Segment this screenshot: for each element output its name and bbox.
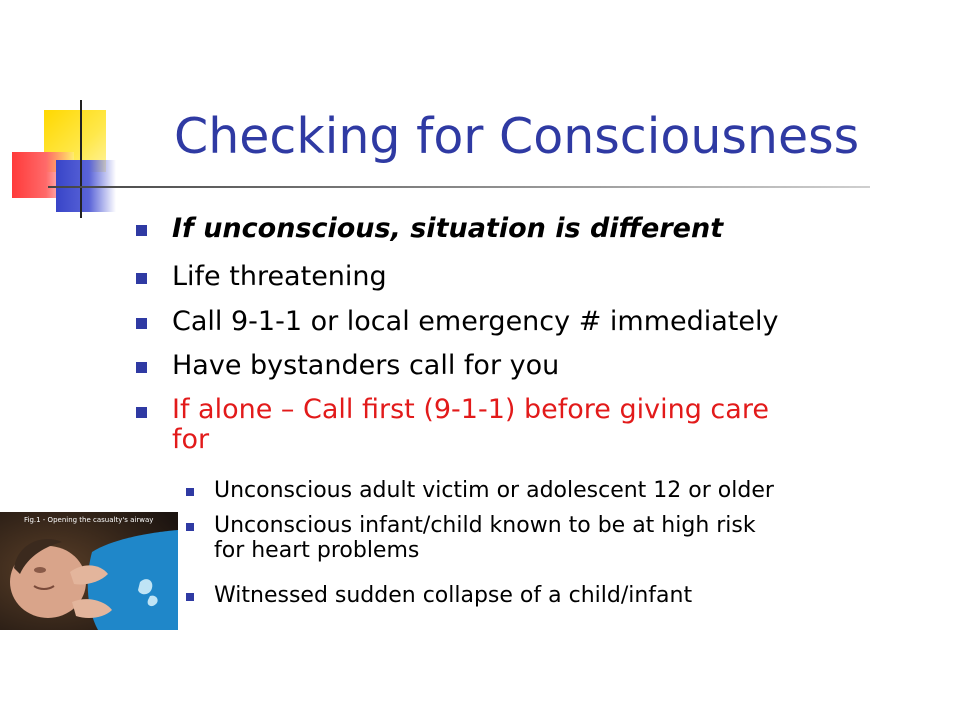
bullet-item: [172, 306, 779, 337]
airway-photo: [0, 512, 178, 630]
photo-caption: Fig.1 - Opening the casualty's airway: [24, 516, 154, 524]
bullet-text-line1: If alone – Call first (9-1-1) before giving care: [172, 394, 769, 425]
bullet-marker: [136, 273, 147, 284]
bullet-text: Have bystanders call for you: [172, 350, 560, 381]
bullet-text: Unconscious adult victim or adolescent 12 or older: [214, 478, 774, 503]
bullet-item: [172, 261, 387, 292]
bullet-text-line1: Unconscious infant/child known to be at high risk: [214, 513, 756, 538]
bullet-text-line2: for: [172, 424, 210, 455]
bullet-item: [172, 213, 723, 244]
bullet-marker: [136, 362, 147, 373]
sub-bullet-item: [214, 513, 756, 563]
bullet-marker: [136, 225, 147, 236]
bullet-text-line2: for heart problems: [214, 538, 420, 563]
bullet-text: Life threatening: [172, 261, 387, 292]
bullet-marker: [186, 523, 194, 531]
airway-photo-illustration: [0, 512, 178, 630]
bullet-marker: [186, 488, 194, 496]
sub-bullet-item: [214, 583, 692, 608]
slide-title: Checking for Consciousness: [174, 108, 860, 165]
sub-bullet-item: [214, 478, 774, 503]
bullet-text: Call 9-1-1 or local emergency # immediately: [172, 306, 779, 337]
bullet-marker: [186, 593, 194, 601]
bullet-text: If unconscious, situation is different: [172, 213, 724, 244]
bullet-marker: [136, 318, 147, 329]
bullet-item: [172, 350, 559, 381]
bullet-marker: [136, 407, 147, 418]
bullet-text: Witnessed sudden collapse of a child/infant: [214, 583, 693, 608]
bullet-item: [172, 395, 769, 455]
